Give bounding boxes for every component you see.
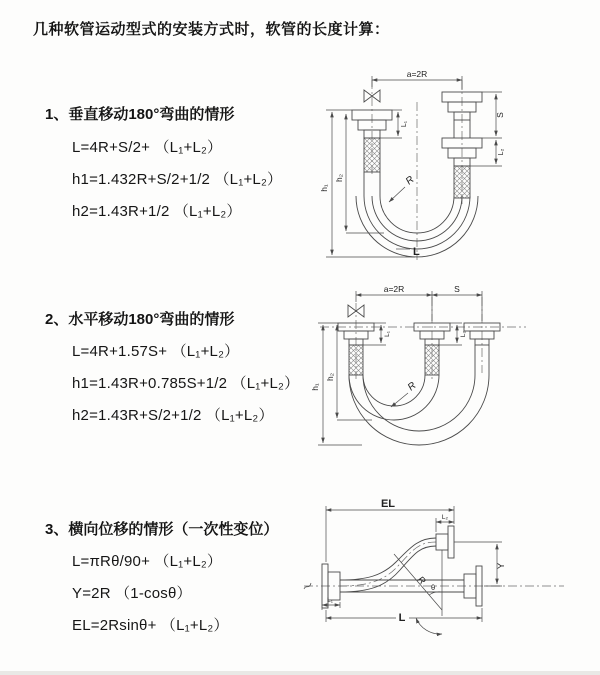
dimension-lines — [322, 506, 502, 622]
dim-label-s: S — [454, 284, 460, 294]
dim-label-y: Y — [496, 562, 507, 570]
section-2-formula-h2: h2=1.43R+S/2+1/2 （L₁+L₂） — [72, 407, 274, 424]
dim-label-h1: h₁ — [319, 184, 329, 192]
section-2-formula-h1: h1=1.43R+0.785S+1/2 （L₁+L₂） — [72, 375, 300, 392]
section-1-formula-h2: h2=1.43R+1/2 （L₁+L₂） — [72, 203, 242, 220]
section-1-formula-l: L=4R+S/2+ （L₁+L₂） — [72, 139, 223, 156]
dim-label-s: S — [495, 112, 505, 118]
hose-upper-wall — [340, 538, 436, 580]
dim-label-a2r: a=2R — [406, 69, 428, 79]
page-title: 几种软管运动型式的安装方式时，软管的长度计算： — [33, 21, 390, 38]
dim-label-h1: h₁ — [310, 383, 320, 391]
hose-assembly — [338, 305, 500, 445]
dim-label-l1: L₁ — [401, 120, 408, 128]
radius-leader — [389, 187, 405, 202]
dim-label-el: EL — [380, 498, 396, 510]
diagram-3-svg — [296, 498, 596, 648]
section-3-heading: 3、横向位移的情形（一次性变位） — [45, 521, 279, 538]
diagram-lateral-displacement — [296, 498, 596, 648]
section-3-formula-el: EL=2Rsinθ+ （L₁+L₂） — [72, 617, 229, 634]
top-flange — [448, 526, 454, 558]
middle-braid-section — [425, 345, 439, 375]
radius-label: R — [403, 174, 417, 188]
dim-label-l1: L₁ — [327, 597, 333, 604]
page-bottom-edge — [0, 671, 600, 675]
dim-label-l1: L₁ — [384, 331, 391, 337]
dim-label-h2: h₂ — [334, 173, 344, 183]
hose-outer-wall — [349, 375, 439, 420]
diagram-horizontal-180-bend — [306, 283, 600, 463]
section-1-heading: 1、垂直移动180°弯曲的情形 — [45, 106, 235, 123]
angle-label: θ — [431, 583, 436, 592]
diagram-1-svg — [312, 66, 597, 264]
hose-displaced-outer — [349, 375, 489, 445]
dim-label-l2: L₂ — [498, 148, 505, 156]
dim-label-l: L — [398, 612, 406, 624]
length-label: L — [413, 246, 420, 258]
dim-label-h2: h₂ — [325, 372, 335, 382]
dim-label-a2r: a=2R — [383, 284, 405, 294]
hose-assembly — [304, 526, 482, 608]
dimension-labels — [319, 69, 505, 258]
right-braid-section — [454, 166, 470, 198]
angle-arc-arrow — [416, 618, 442, 634]
radius-label: R — [405, 380, 419, 394]
radius-leader — [391, 393, 408, 407]
section-2-heading: 2、水平移动180°弯曲的情形 — [45, 311, 235, 328]
left-braid-section — [349, 345, 363, 375]
section-3-formula-l: L=πRθ/90+ （L₁+L₂） — [72, 553, 223, 570]
dimension-lines — [318, 291, 482, 445]
diagram-vertical-180-bend — [312, 66, 597, 264]
dim-label-l2: L₂ — [460, 330, 467, 338]
dimension-labels — [327, 498, 507, 624]
section-1-formula-h1: h1=1.432R+S/2+1/2 （L₁+L₂） — [72, 171, 283, 188]
section-3-formula-y: Y=2R （1-cosθ） — [72, 585, 192, 602]
section-2-formula-l: L=4R+1.57S+ （L₁+L₂） — [72, 343, 240, 360]
centerlines — [304, 542, 564, 586]
dim-label-l2: L₂ — [441, 514, 449, 521]
left-braid-section — [364, 138, 380, 172]
radius-label: R — [414, 574, 428, 587]
diagram-2-svg — [306, 283, 600, 463]
